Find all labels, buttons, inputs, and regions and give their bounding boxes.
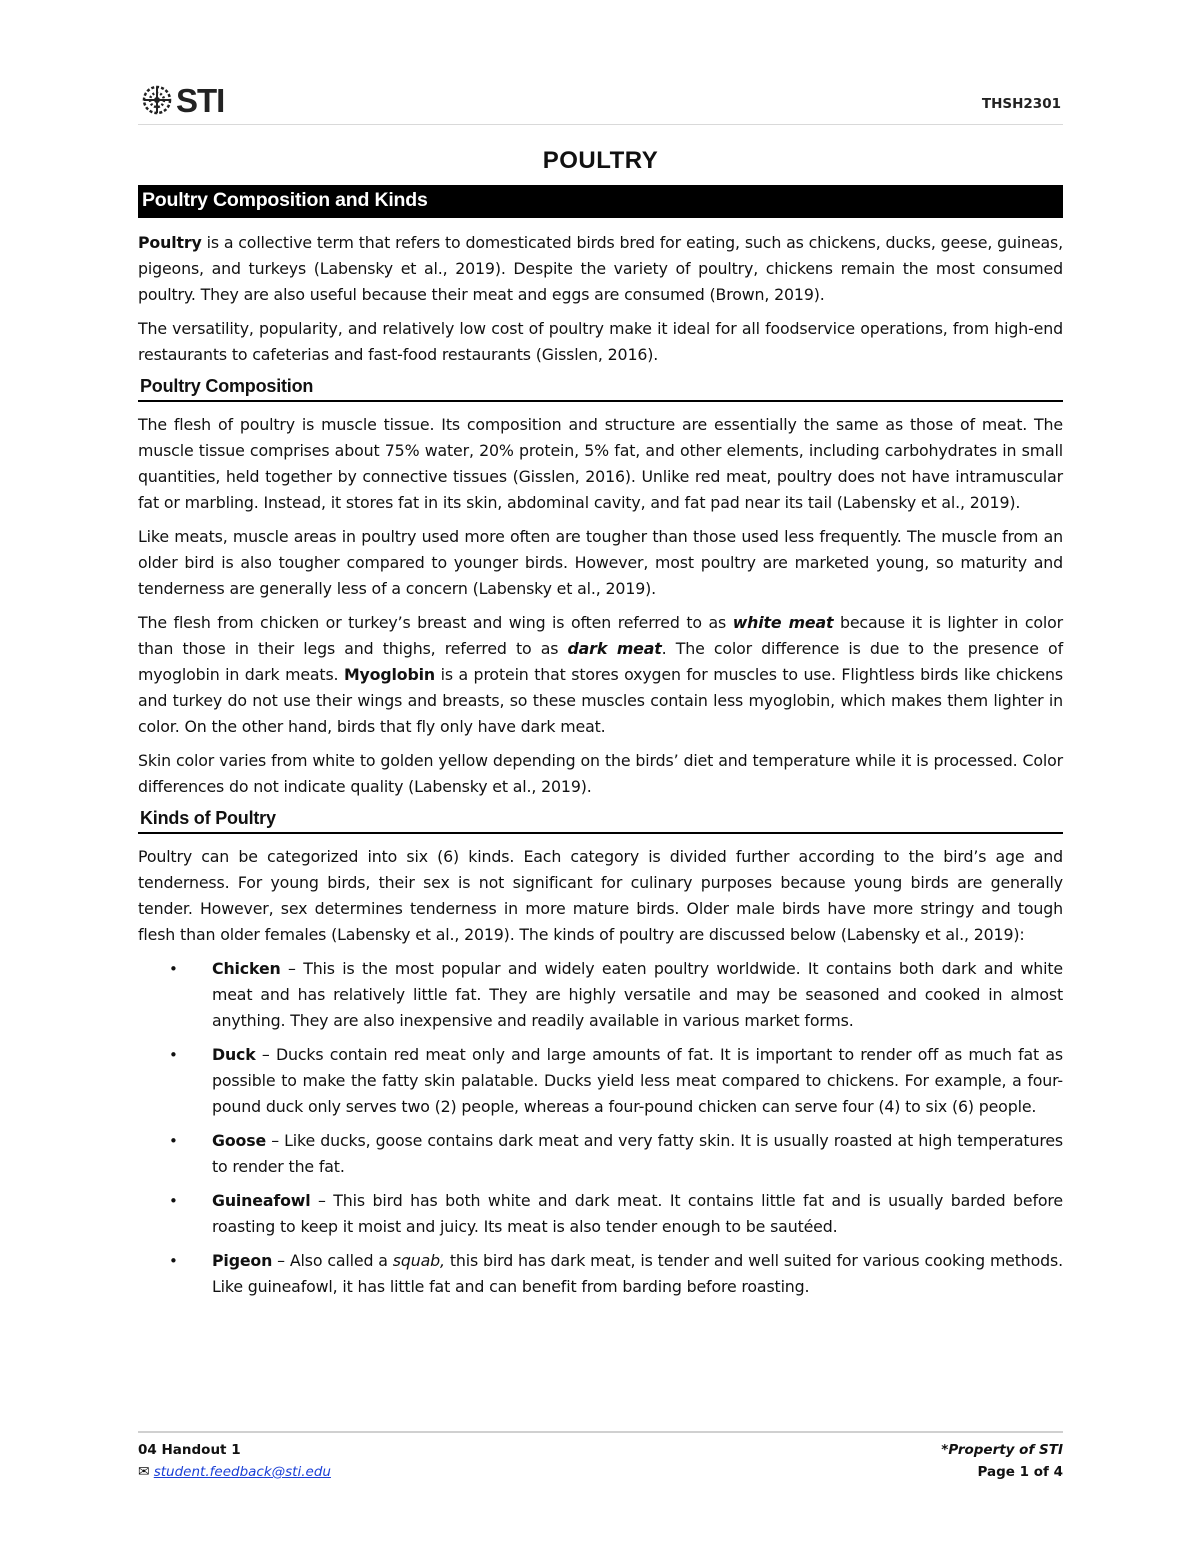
page-title: POULTRY [542, 147, 659, 174]
feedback-email-link[interactable]: student.feedback@sti.edu [153, 1464, 331, 1480]
page-current: 1 [1019, 1464, 1030, 1480]
page-total: 4 [1053, 1464, 1063, 1480]
course-code: THSH2301 [981, 96, 1061, 112]
list-item-goose [138, 1128, 1063, 1180]
bullet-icon: • [169, 960, 178, 978]
term-poultry: Poultry [138, 233, 202, 252]
composition-heading: Poultry Composition [138, 376, 1063, 402]
list-item-chicken [138, 956, 1063, 1034]
kind-description: – Ducks contain red meat only and large amounts of fat. It is important to render off as much fat as possible to make the fatty skin palatable. Ducks yield less meat compared to chickens. For example, a four-pound duck only serves two (2) people, whereas a four-pound chicken can serve four (4) to six (6) people. [212, 1045, 1063, 1116]
term-white-meat: white meat [732, 613, 834, 632]
kind-description: – This is the most popular and widely eaten poultry worldwide. It contains both dark and white meat and has relatively little fat. They are highly versatile and may be seasoned and cooked in almost anything. They are also inexpensive and readily available in various market forms. [212, 959, 1063, 1030]
property-label: *Property of STI [941, 1442, 1063, 1458]
page-footer [138, 1431, 1063, 1483]
kinds-list [138, 956, 1063, 1300]
p3-text-d: is a protein that stores oxygen for muscles to use. Flightless birds like chickens and turkey do not use their wings and breasts, so these muscles contain less myoglobin, which makes them lighter in color. On the other hand, birds that fly only have dark meat. [138, 665, 1063, 736]
bullet-icon: • [169, 1046, 178, 1064]
page-header [138, 80, 1063, 125]
intro-paragraph-1-text: is a collective term that refers to domesticated birds bred for eating, such as chickens, ducks, geese, guineas, pigeons, and turkeys (Labensky et al., 2019). Despite the variety of poultry, chickens remain the most consumed poultry. They are also useful because their meat and eggs are consumed (Brown, 2019). [138, 233, 1063, 304]
list-item-pigeon [138, 1248, 1063, 1300]
term-myoglobin: Myoglobin [343, 665, 436, 684]
term-dark-meat: dark meat [567, 639, 662, 658]
p3-text-a: The flesh from chicken or turkey’s breast and wing is often referred to as [138, 613, 733, 632]
kind-term: Pigeon [212, 1251, 273, 1270]
kind-term: Duck [212, 1045, 256, 1064]
kind-description: – This bird has both white and dark meat. It contains little fat and is usually barded before roasting to keep it moist and juicy. Its meat is also tender enough to be sautéed. [212, 1191, 1063, 1236]
kind-term: Guineafowl [212, 1191, 311, 1210]
envelope-icon: ✉ [138, 1464, 150, 1480]
kinds-intro-paragraph: Poultry can be categorized into six (6) kinds. Each category is divided further according to the bird’s age and tenderness. For young birds, their sex is not significant for culinary purposes because young birds are generally tender. However, sex determines tenderness in more mature birds. Older male birds have more stringy and tough flesh than older females (Labensky et al., 2019). The kinds of poultry are discussed below (Labensky et al., 2019): [138, 847, 1063, 944]
page-number [977, 1461, 1063, 1483]
term-squab: squab, [392, 1251, 445, 1270]
bullet-icon: • [169, 1192, 178, 1210]
p3-text-c: . The color difference is due to the presence of myoglobin in dark meats. [138, 639, 1063, 684]
page-label: Page [977, 1464, 1020, 1480]
sti-logo [141, 80, 224, 120]
kind-term: Chicken [212, 959, 281, 978]
bullet-icon: • [169, 1132, 178, 1150]
kind-term: Goose [212, 1131, 267, 1150]
handout-label: 04 Handout 1 [138, 1442, 241, 1458]
composition-paragraph-2: Like meats, muscle areas in poultry used more often are tougher than those used less frequently. The muscle from an older bird is also tougher compared to younger birds. However, most poultry are marketed young, so maturity and tenderness are generally less of a concern (Labensky et al., 2019). [138, 527, 1063, 598]
intro-paragraph-1 [138, 230, 1063, 308]
composition-paragraph-4: Skin color varies from white to golden yellow depending on the birds’ diet and temperature while it is processed. Color differences do not indicate quality (Labensky et al., 2019). [138, 751, 1063, 796]
composition-paragraph-1: The flesh of poultry is muscle tissue. Its composition and structure are essentially the same as those of meat. The muscle tissue comprises about 75% water, 20% protein, 5% fat, and other elements, including carbohydrates in small quantities, held together by connective tissues (Gisslen, 2016). Unlike red meat, poultry does not have intramuscular fat or marbling. Instead, it stores fat in its skin, abdominal cavity, and fat pad near its tail (Labensky et al., 2019). [138, 415, 1063, 512]
logo-text: STI [176, 81, 225, 119]
list-item-guineafowl [138, 1188, 1063, 1240]
p3-text-b: because it is lighter in color than those in their legs and thighs, referred to as [138, 613, 1063, 658]
intro-paragraph-2: The versatility, popularity, and relatively low cost of poultry make it ideal for all foodservice operations, from high-end restaurants to cafeterias and fast-food restaurants (Gisslen, 2016). [138, 319, 1063, 364]
kinds-heading: Kinds of Poultry [138, 808, 1063, 834]
kind-description: – Like ducks, goose contains dark meat and very fatty skin. It is usually roasted at high temperatures to render the fat. [212, 1131, 1063, 1176]
kind-description-b: this bird has dark meat, is tender and well suited for various cooking methods. Like guineafowl, it has little fat and can benefit from barding before roasting. [212, 1251, 1063, 1296]
bullet-icon: • [169, 1252, 178, 1270]
composition-paragraph-3 [138, 610, 1063, 740]
section-title-bar: Poultry Composition and Kinds [138, 185, 1063, 218]
kind-description-a: – Also called a [272, 1251, 393, 1270]
document-page [138, 80, 1063, 1308]
globe-logo-icon [141, 83, 173, 117]
page-of: of [1029, 1464, 1054, 1480]
list-item-duck [138, 1042, 1063, 1120]
